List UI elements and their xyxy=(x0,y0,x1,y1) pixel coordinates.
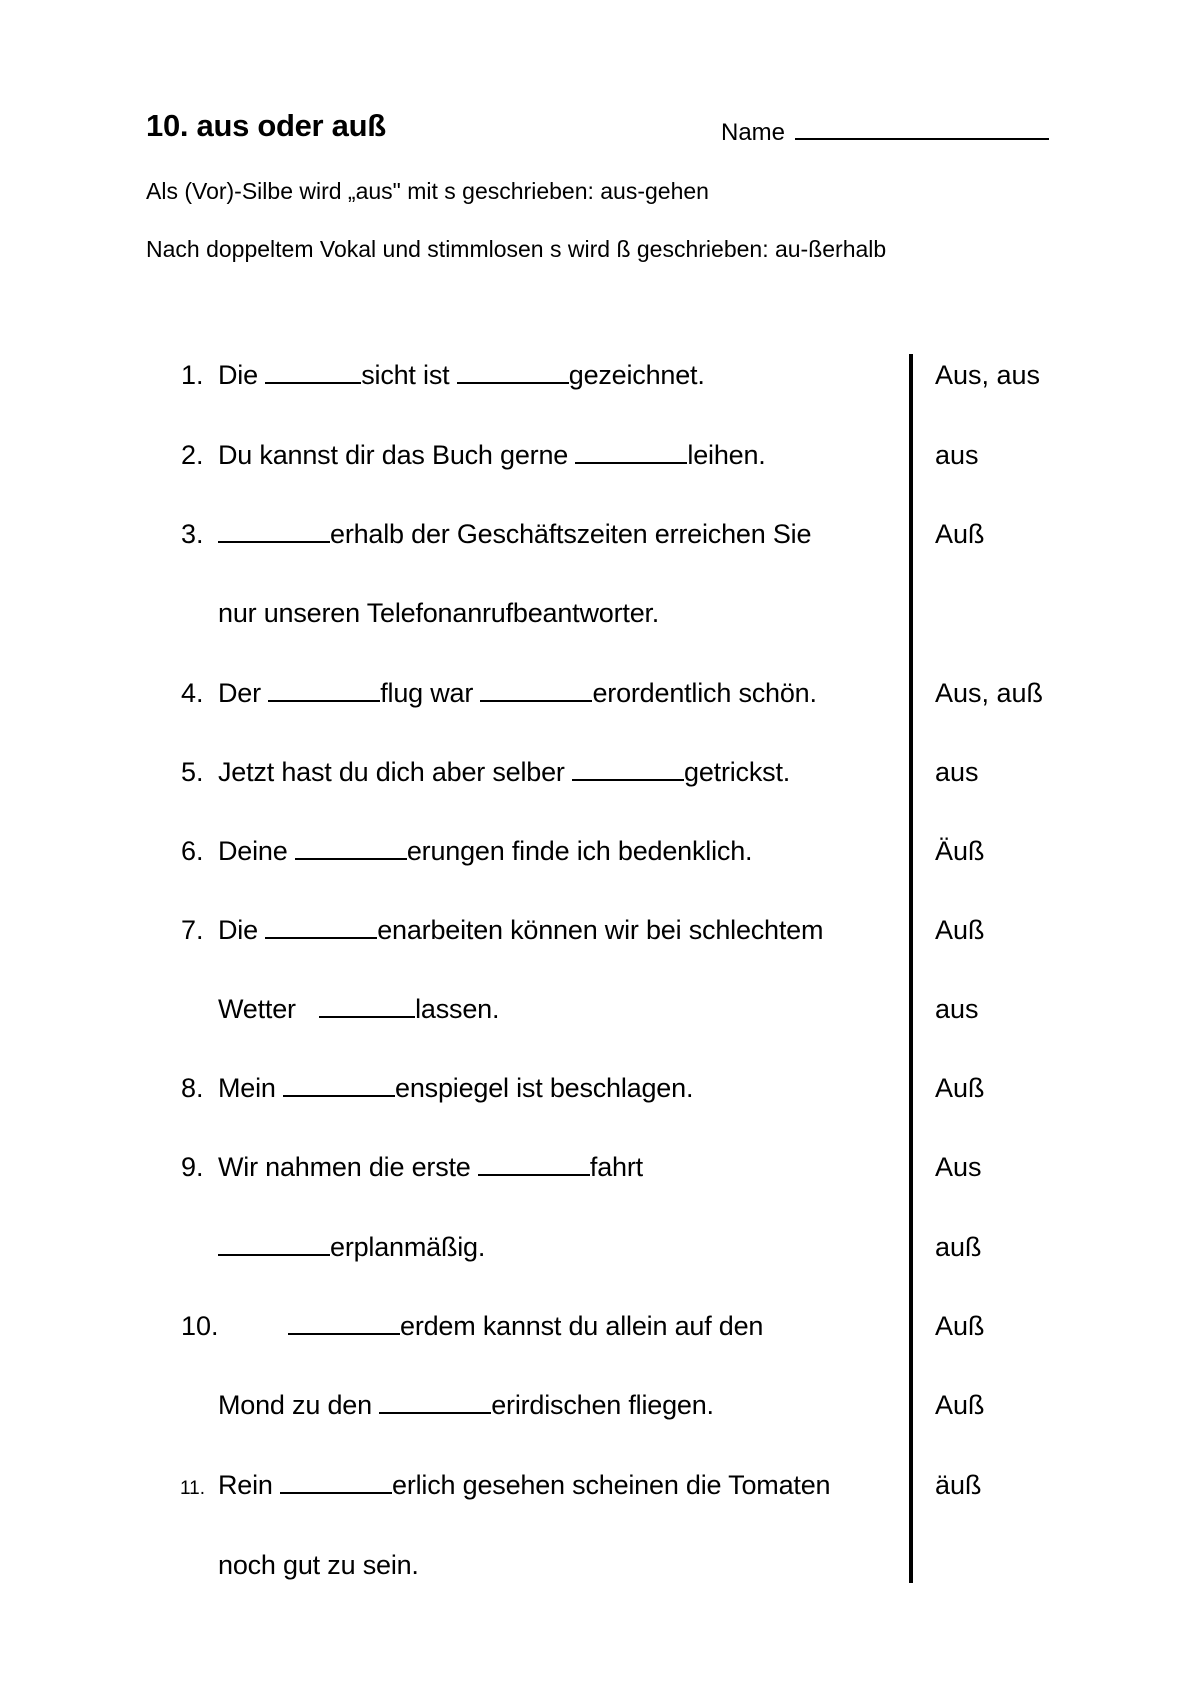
answer-text: auß xyxy=(935,1232,982,1262)
fill-blank[interactable] xyxy=(480,678,592,702)
name-blank[interactable] xyxy=(795,116,1049,140)
rule-text: Als (Vor)-Silbe wird „aus" mit s geschrieben: aus-gehen xyxy=(146,178,709,204)
fill-blank[interactable] xyxy=(379,1390,491,1414)
name-label: Name xyxy=(721,119,786,146)
exercise-line: erhalb der Geschäftszeiten erreichen Sie xyxy=(218,519,811,550)
exercise-line: Der flug war erordentlich schön. xyxy=(218,678,817,708)
fill-blank[interactable] xyxy=(265,915,377,939)
item-number: 6. xyxy=(181,836,204,866)
exercise-line: erplanmäßig. xyxy=(218,1232,485,1263)
exercise-line: Mein enspiegel ist beschlagen. xyxy=(218,1073,694,1103)
fill-blank[interactable] xyxy=(478,1152,590,1176)
fill-blank[interactable] xyxy=(575,440,687,464)
item-number: 5. xyxy=(181,757,204,787)
exercise-line: Mond zu den erirdischen fliegen. xyxy=(218,1390,714,1420)
exercise-line: Wetter lassen. xyxy=(218,994,500,1024)
exercise-line: Du kannst dir das Buch gerne leihen. xyxy=(218,440,766,470)
item-number: 9. xyxy=(181,1152,204,1182)
fill-blank[interactable] xyxy=(572,757,684,781)
item-number: 1. xyxy=(181,360,204,390)
exercise-line: Die sicht ist gezeichnet. xyxy=(218,360,705,390)
fill-blank[interactable] xyxy=(295,836,407,860)
answer-text: Aus, auß xyxy=(935,678,1044,708)
exercise-line: nur unseren Telefonanrufbeantworter. xyxy=(218,598,660,628)
fill-blank[interactable] xyxy=(457,360,569,384)
exercise-line: erdem kannst du allein auf den xyxy=(288,1311,763,1342)
fill-blank[interactable] xyxy=(218,1232,330,1256)
answer-text: Auß xyxy=(935,1311,985,1341)
item-number: 10. xyxy=(181,1311,219,1341)
item-number: 2. xyxy=(181,440,204,470)
item-number: 4. xyxy=(181,678,204,708)
fill-blank[interactable] xyxy=(218,519,330,543)
answer-text: aus xyxy=(935,994,979,1024)
exercise-line: Deine erungen finde ich bedenklich. xyxy=(218,836,753,866)
answer-text: Auß xyxy=(935,1073,985,1103)
item-number: 7. xyxy=(181,915,204,945)
exercise-line: noch gut zu sein. xyxy=(218,1550,419,1580)
answer-text: Äuß xyxy=(935,836,985,866)
answer-text: aus xyxy=(935,757,979,787)
answer-text: äuß xyxy=(935,1470,982,1500)
exercise-line: Wir nahmen die erste fahrt xyxy=(218,1152,643,1182)
fill-blank[interactable] xyxy=(265,360,361,384)
answer-text: Auß xyxy=(935,1390,985,1420)
exercise-line: Die enarbeiten können wir bei schlechtem xyxy=(218,915,824,945)
item-number: 3. xyxy=(181,519,204,549)
fill-blank[interactable] xyxy=(319,994,415,1018)
column-divider xyxy=(909,354,913,1583)
item-number: 8. xyxy=(181,1073,204,1103)
answer-text: Aus xyxy=(935,1152,982,1182)
answer-text: Auß xyxy=(935,915,985,945)
answer-text: Aus, aus xyxy=(935,360,1041,390)
item-number: 11. xyxy=(180,1478,206,1499)
fill-blank[interactable] xyxy=(288,1311,400,1335)
answer-text: aus xyxy=(935,440,979,470)
exercise-line: Jetzt hast du dich aber selber getrickst. xyxy=(218,757,791,787)
fill-blank[interactable] xyxy=(283,1073,395,1097)
name-field xyxy=(721,116,1049,147)
exercise-line: Rein erlich gesehen scheinen die Tomaten xyxy=(218,1470,831,1500)
fill-blank[interactable] xyxy=(280,1470,392,1494)
rule-text: Nach doppeltem Vokal und stimmlosen s wird ß geschrieben: au-ßerhalb xyxy=(146,236,887,262)
answer-text: Auß xyxy=(935,519,985,549)
worksheet-title: 10. aus oder auß xyxy=(146,108,386,143)
fill-blank[interactable] xyxy=(268,678,380,702)
